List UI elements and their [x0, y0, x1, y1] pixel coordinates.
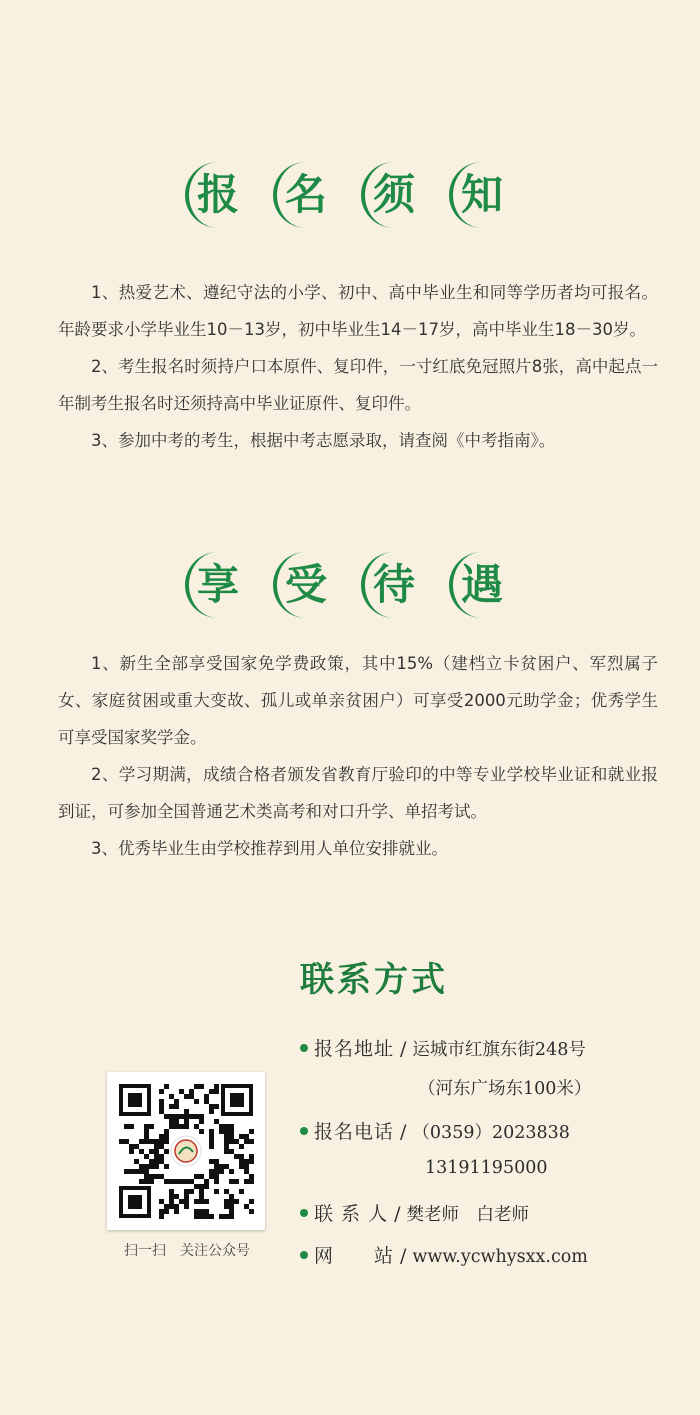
- qr-code-icon: [107, 1072, 265, 1230]
- bullet-icon: [300, 1127, 308, 1135]
- section1-heading: [0, 158, 700, 232]
- heading-char-badge: [445, 548, 519, 622]
- heading-char-badge: [181, 158, 255, 232]
- phone-value-line2: 13191195000: [425, 1158, 548, 1178]
- contact-person-row: [300, 1199, 529, 1226]
- separator: /: [400, 1038, 407, 1060]
- qr-code: [107, 1072, 265, 1230]
- contact-site-row: [300, 1241, 588, 1268]
- bullet-icon: [300, 1044, 308, 1052]
- address-value: 运城市红旗东街248号: [412, 1040, 586, 1060]
- phone-label: 报名电话: [314, 1121, 395, 1143]
- site-label: 网 站: [314, 1245, 395, 1267]
- heading-char-badge: [181, 548, 255, 622]
- section1-paragraph: 1、热爱艺术、遵纪守法的小学、初中、高中毕业生和同等学历者均可报名。年龄要求小学毕业生10－13岁，初中毕业生14－17岁，高中毕业生18－30岁。: [58, 283, 658, 339]
- separator: /: [400, 1245, 407, 1267]
- address-label: 报名地址: [314, 1038, 395, 1060]
- heading-char: 受: [284, 560, 327, 609]
- section1-paragraph: 2、考生报名时须持户口本原件、复印件，一寸红底免冠照片8张，高中起点一年制考生报名时还须持高中毕业证原件、复印件。: [58, 357, 658, 413]
- contact-title: 联系方式: [300, 960, 448, 1000]
- section2-paragraph: 3、优秀毕业生由学校推荐到用人单位安排就业。: [91, 839, 448, 858]
- heading-char-badge: [269, 158, 343, 232]
- phone-value: （0359）2023838: [412, 1123, 570, 1143]
- contact-address-row-2: [418, 1075, 591, 1100]
- heading-char: 待: [372, 560, 415, 609]
- heading-char: 享: [196, 560, 239, 609]
- contact-phone-row: [300, 1117, 570, 1144]
- bullet-icon: [300, 1251, 308, 1259]
- bullet-icon: [300, 1209, 308, 1217]
- section2-heading: [0, 548, 700, 622]
- section1-body: [58, 274, 658, 459]
- heading-char: 知: [460, 170, 503, 219]
- site-value[interactable]: www.ycwhysxx.com: [412, 1247, 588, 1267]
- section1-paragraph: 3、参加中考的考生，根据中考志愿录取，请查阅《中考指南》。: [91, 431, 556, 450]
- heading-char-badge: [445, 158, 519, 232]
- heading-char-badge: [357, 548, 431, 622]
- heading-char-badge: [269, 548, 343, 622]
- section2-paragraph: 2、学习期满，成绩合格者颁发省教育厅验印的中等专业学校毕业证和就业报到证，可参加全国普通艺术类高考和对口升学、单招考试。: [58, 765, 658, 821]
- separator: /: [394, 1203, 401, 1225]
- heading-char-badge: [357, 158, 431, 232]
- contact-address-row: [300, 1034, 586, 1061]
- person-value: 樊老师 白老师: [406, 1205, 529, 1225]
- heading-char: 报: [196, 170, 239, 219]
- person-label: 联 系 人: [314, 1203, 389, 1225]
- contact-phone-row-2: [425, 1158, 547, 1178]
- heading-char: 须: [372, 170, 415, 219]
- qr-caption: 扫一扫 关注公众号: [124, 1243, 250, 1259]
- section2-body: [58, 645, 658, 867]
- section2-paragraph: 1、新生全部享受国家免学费政策，其中15%（建档立卡贫困户、军烈属子女、家庭贫困或重大变故、孤儿或单亲贫困户）可享受2000元助学金；优秀学生可享受国家奖学金。: [58, 654, 658, 747]
- separator: /: [400, 1121, 407, 1143]
- heading-char: 名: [284, 170, 327, 219]
- address-value-line2: （河东广场东100米）: [418, 1079, 592, 1099]
- heading-char: 遇: [460, 560, 503, 609]
